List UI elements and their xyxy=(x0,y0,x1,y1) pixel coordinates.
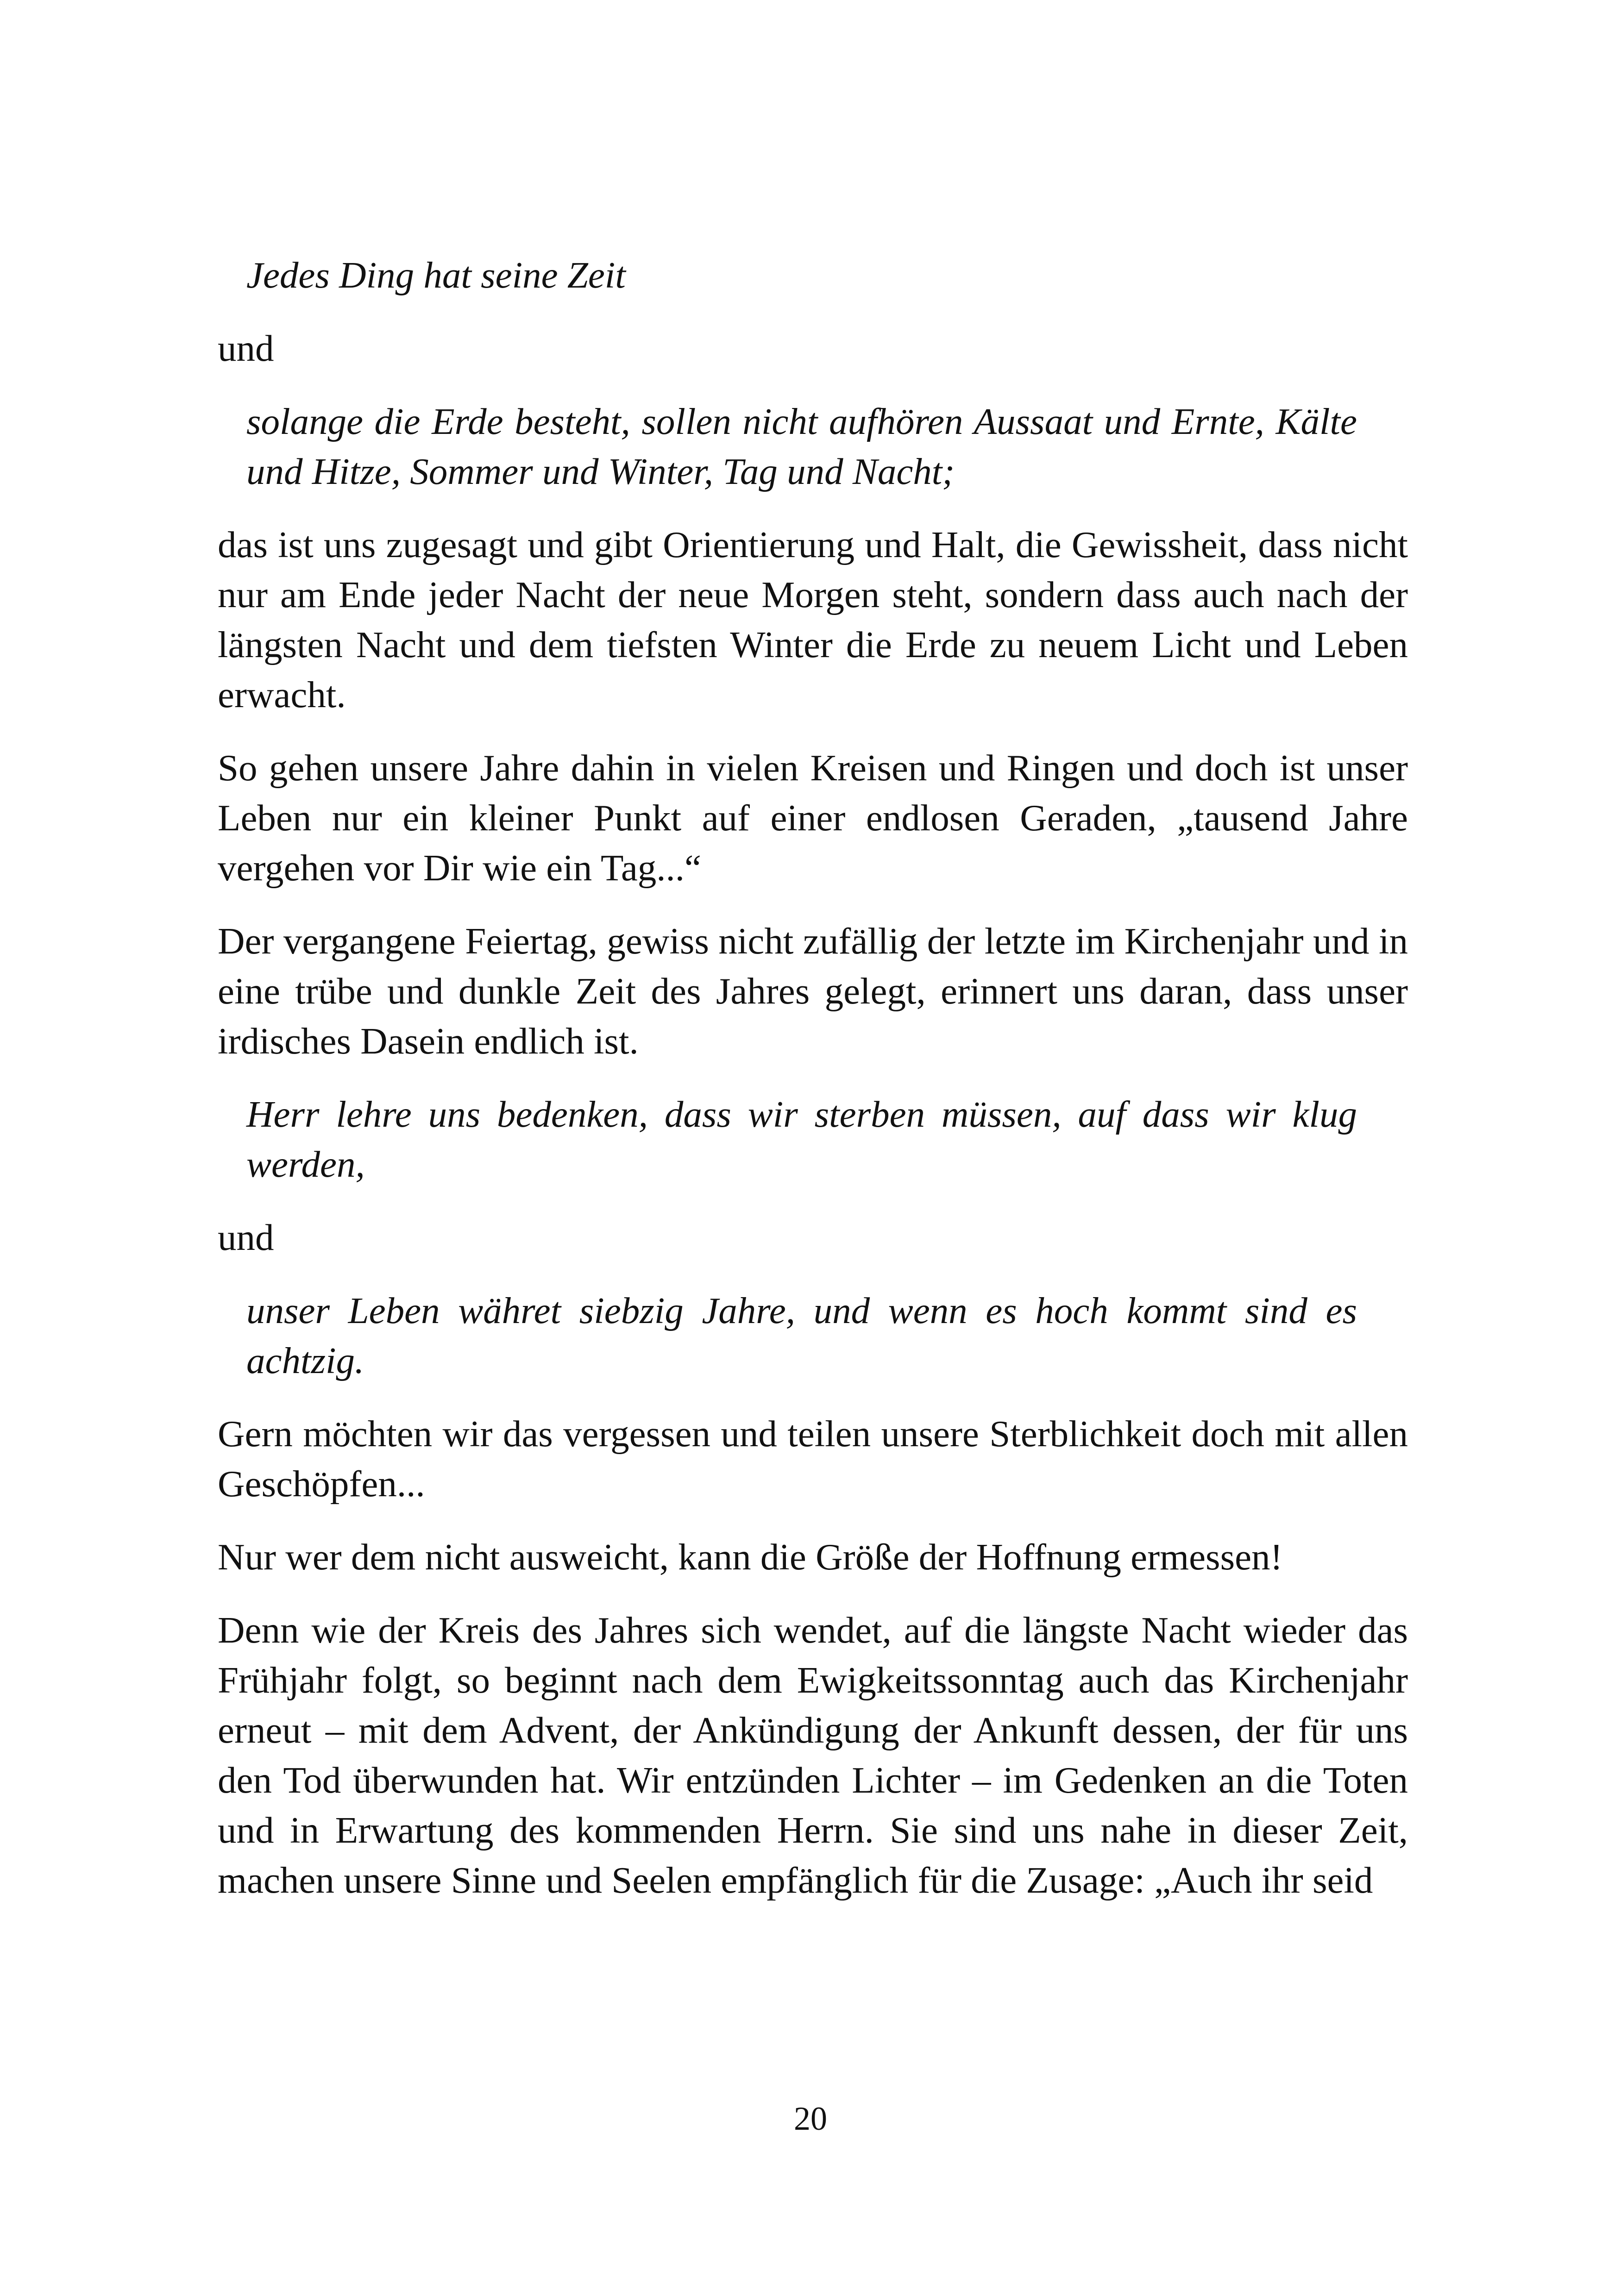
paragraph: das ist uns zugesagt und gibt Orientierung und Halt, die Gewissheit, dass nicht nur am Ende jeder Nacht der neue Morgen steht, sondern dass auch nach der längsten Nacht und dem tiefsten Winter die Erde zu neuem Licht und Leben erwacht. xyxy=(218,524,1408,715)
body-text xyxy=(218,250,1408,1928)
paragraph: Nur wer dem nicht ausweicht, kann die Größe der Hoffnung ermessen! xyxy=(218,1536,1283,1578)
paragraph: Denn wie der Kreis des Jahres sich wendet, auf die längste Nacht wieder das Frühjahr folgt, so beginnt nach dem Ewigkeitssonntag auch das Kirchenjahr erneut – mit dem Advent, der Ankündigung der Ankunft dessen, der für uns den Tod überwunden hat. Wir entzünden Lichter – im Gedenken an die Toten und in Erwartung des kommenden Herrn. Sie sind uns nahe in dieser Zeit, machen unsere Sinne und Seelen empfänglich für die Zusage: „Auch ihr seid xyxy=(218,1609,1408,1901)
scripture-quote: solange die Erde besteht, sollen nicht aufhören Aussaat und Ernte, Kälte und Hitze, Sommer und Winter, Tag und Nacht; xyxy=(246,401,1357,492)
connector-word: und xyxy=(218,1217,274,1258)
scripture-quote: Jedes Ding hat seine Zeit xyxy=(246,254,626,296)
connector-word: und xyxy=(218,327,274,369)
scripture-quote: unser Leben währet siebzig Jahre, und wenn es hoch kommt sind es achtzig. xyxy=(246,1290,1357,1381)
paragraph: Gern möchten wir das vergessen und teilen unsere Sterblichkeit doch mit allen Geschöpfen... xyxy=(218,1413,1408,1505)
page-number: 20 xyxy=(794,2100,827,2137)
paragraph: Der vergangene Feiertag, gewiss nicht zufällig der letzte im Kirchenjahr und in eine trübe und dunkle Zeit des Jahres gelegt, erinnert uns daran, dass unser irdisches Dasein endlich ist. xyxy=(218,920,1408,1062)
scripture-quote: Herr lehre uns bedenken, dass wir sterben müssen, auf dass wir klug werden, xyxy=(246,1093,1357,1185)
paragraph: So gehen unsere Jahre dahin in vielen Kreisen und Ringen und doch ist unser Leben nur ein kleiner Punkt auf einer endlosen Geraden, „tausend Jahre vergehen vor Dir wie ein Tag...“ xyxy=(218,747,1408,889)
